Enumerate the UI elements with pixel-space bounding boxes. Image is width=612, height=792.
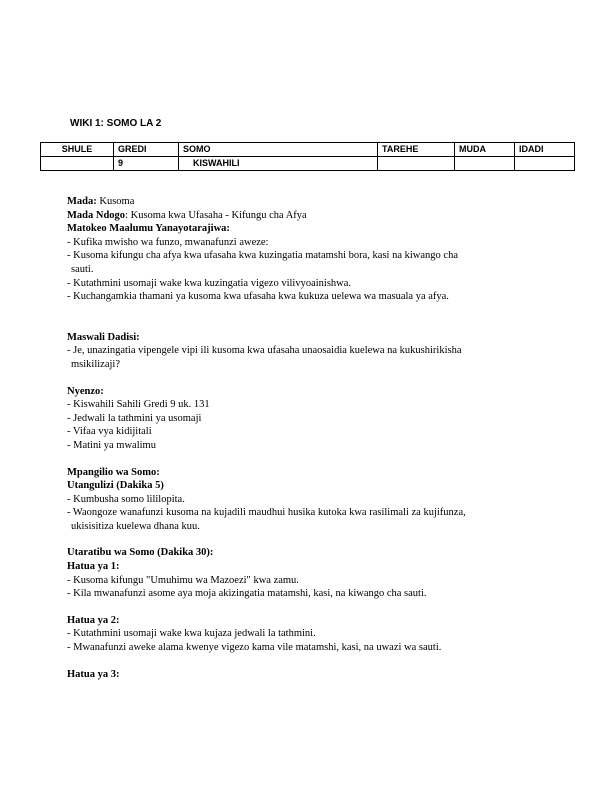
list-item: - Kufika mwisho wa funzo, mwanafunzi aweze:: [67, 236, 269, 248]
header-shule: SHULE: [41, 143, 114, 157]
mada-ndogo-label: Mada Ndogo: [67, 209, 126, 221]
list-item: - Kila mwanafunzi asome aya moja akizingatia matamshi, kasi, na kiwango cha sauti.: [67, 588, 427, 600]
lesson-info-table: [40, 142, 575, 171]
header-somo: SOMO: [179, 143, 378, 157]
list-item: - Matini ya mwalimu: [67, 439, 156, 451]
list-item: - Vifaa vya kidijitali: [67, 426, 152, 438]
list-item: - Jedwali la tathmini ya usomaji: [67, 412, 202, 424]
cell-tarehe: [378, 157, 455, 171]
week-title: WIKI 1: SOMO LA 2: [70, 118, 162, 129]
list-item: - Je, unazingatia vipengele vipi ili kusoma kwa ufasaha unaosaidia kuelewa na kukushirikisha: [67, 345, 462, 357]
mada-value: Kusoma: [96, 196, 135, 207]
mpangilio-heading: Mpangilio wa Somo:: [67, 466, 160, 478]
list-item: - Waongoze wanafunzi kusoma na kujadili maudhui husika kutoka kwa rasilimali za kujifunza,: [67, 507, 466, 519]
list-item: - Kutathmini usomaji wake kwa kujaza jedwali la tathmini.: [67, 628, 316, 640]
list-item: msikilizaji?: [71, 358, 120, 370]
cell-shule: [41, 157, 114, 171]
header-tarehe: TAREHE: [378, 143, 455, 157]
list-item: sauti.: [71, 263, 94, 275]
list-item: - Kusoma kifungu "Umuhimu wa Mazoezi" kwa zamu.: [67, 574, 299, 586]
mada-label: Mada:: [67, 196, 97, 207]
nyenzo-heading: Nyenzo:: [67, 385, 104, 397]
list-item: - Kumbusha somo lililopita.: [67, 493, 185, 505]
hatua-1-heading: Hatua ya 1:: [67, 561, 120, 573]
utangulizi-heading: Utangulizi (Dakika 5): [67, 480, 164, 492]
mada-ndogo-line: [67, 209, 557, 223]
list-item: - Mwanafunzi aweke alama kwenye vigezo kama vile matamshi, kasi, na uwazi wa sauti.: [67, 642, 442, 654]
table-row: [41, 157, 575, 171]
list-item: - Kutathmini usomaji wake kwa kuzingatia vigezo vilivyoainishwa.: [67, 277, 352, 289]
utaratibu-heading: Utaratibu wa Somo (Dakika 30):: [67, 547, 214, 559]
header-muda: MUDA: [455, 143, 515, 157]
cell-muda: [455, 157, 515, 171]
list-item: - Kuchangamkia thamani ya kusoma kwa ufasaha kwa kukuza uelewa wa masuala ya afya.: [67, 291, 449, 303]
header-idadi: IDADI: [515, 143, 575, 157]
mada-ndogo-value: : Kusoma kwa Ufasaha - Kifungu cha Afya: [125, 209, 307, 221]
list-item: - Kiswahili Sahili Gredi 9 uk. 131: [67, 399, 210, 411]
lesson-body: [67, 195, 557, 681]
matokeo-heading: Matokeo Maalumu Yanayotarajiwa:: [67, 223, 230, 235]
cell-idadi: [515, 157, 575, 171]
mada-line: [67, 195, 557, 209]
cell-gredi: 9: [114, 157, 179, 171]
header-gredi: GREDI: [114, 143, 179, 157]
table-header-row: [41, 143, 575, 157]
hatua-3-heading: Hatua ya 3:: [67, 668, 120, 680]
cell-somo: KISWAHILI: [179, 157, 378, 171]
maswali-heading: Maswali Dadisi:: [67, 331, 140, 343]
list-item: - Kusoma kifungu cha afya kwa ufasaha kwa kuzingatia matamshi bora, kasi na kiwango cha: [67, 250, 458, 262]
list-item: ukisisitiza kuelewa dhana kuu.: [71, 520, 200, 532]
hatua-2-heading: Hatua ya 2:: [67, 614, 120, 626]
